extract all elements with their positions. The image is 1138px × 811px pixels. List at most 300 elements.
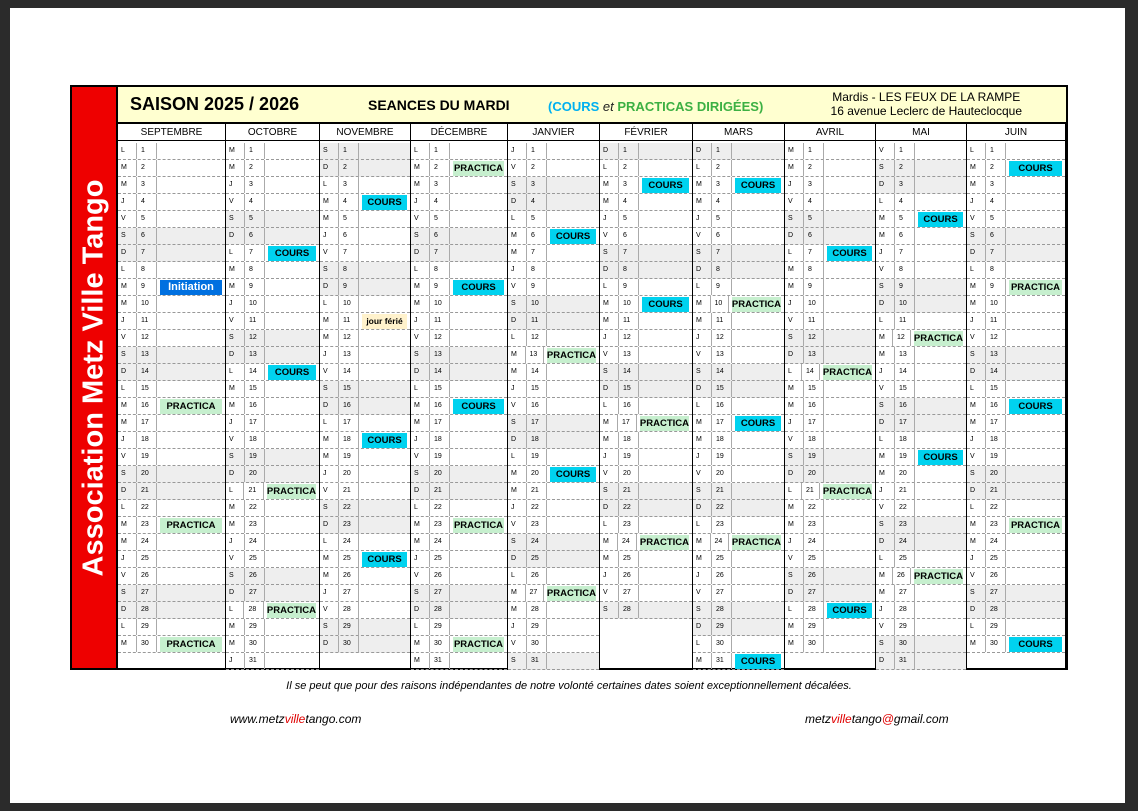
event-cell [639, 466, 692, 482]
event-cell [1006, 347, 1065, 363]
day-number: 9 [527, 279, 547, 295]
event-cell [359, 262, 410, 278]
weekday-letter: M [876, 568, 893, 584]
weekday-letter: M [411, 398, 430, 414]
day-number: 28 [137, 602, 157, 618]
day-number: 28 [244, 602, 263, 618]
event-cell [915, 228, 966, 244]
day-number: 2 [986, 160, 1006, 176]
event-cell [639, 602, 692, 618]
weekday-letter: V [226, 551, 245, 567]
event-cell [547, 143, 599, 159]
weekday-letter: L [226, 483, 244, 499]
event-cell [157, 364, 225, 380]
weekday-letter: V [226, 194, 245, 210]
day-row [967, 262, 1065, 279]
weekday-letter: L [693, 160, 712, 176]
day-number: 27 [339, 585, 359, 601]
weekday-letter: L [411, 381, 430, 397]
day-number: 10 [895, 296, 915, 312]
day-row [411, 585, 507, 602]
month-column [876, 124, 967, 668]
day-row [508, 483, 599, 500]
day-row [785, 568, 875, 585]
event-cell [1006, 177, 1065, 193]
event-cell [265, 177, 319, 193]
weekday-letter: L [876, 551, 895, 567]
event-cell [824, 398, 875, 414]
event-cell [915, 483, 966, 499]
day-number: 20 [339, 466, 359, 482]
day-row [320, 211, 410, 228]
day-number: 26 [804, 568, 824, 584]
day-row [600, 432, 692, 449]
weekday-letter: M [508, 245, 527, 261]
weekday-letter: M [411, 177, 430, 193]
weekday-letter: S [693, 245, 712, 261]
day-number: 26 [137, 568, 157, 584]
event-cell [450, 551, 507, 567]
day-number: 11 [895, 313, 915, 329]
day-row [693, 279, 784, 296]
event-cell [157, 534, 225, 550]
event-cell [265, 211, 319, 227]
weekday-letter: D [320, 279, 339, 295]
weekday-letter: S [600, 245, 619, 261]
event-cell [732, 211, 784, 227]
day-number: 28 [986, 602, 1006, 618]
event-cell [1006, 517, 1065, 533]
day-row [226, 194, 319, 211]
weekday-letter: M [118, 296, 137, 312]
weekday-letter: J [785, 415, 804, 431]
event-cell [824, 432, 875, 448]
day-row [226, 143, 319, 160]
day-row [320, 602, 410, 619]
event-cell [265, 194, 319, 210]
weekday-letter: V [411, 211, 430, 227]
day-number: 16 [804, 398, 824, 414]
day-number: 24 [618, 534, 637, 550]
weekday-letter: M [508, 347, 526, 363]
day-row [320, 449, 410, 466]
day-row [967, 619, 1065, 636]
weekday-letter: J [226, 296, 245, 312]
weekday-letter: J [411, 432, 430, 448]
weekday-letter: S [785, 449, 804, 465]
day-row [876, 228, 966, 245]
event-cell [547, 160, 599, 176]
weekday-letter: S [876, 517, 895, 533]
day-number: 3 [245, 177, 265, 193]
weekday-letter: M [411, 296, 430, 312]
day-number: 7 [430, 245, 450, 261]
day-number: 21 [339, 483, 359, 499]
day-row [785, 517, 875, 534]
weekday-letter: M [967, 160, 986, 176]
event-cell [157, 347, 225, 363]
weekday-letter: M [118, 398, 137, 414]
day-number: 15 [712, 381, 732, 397]
day-number: 23 [712, 517, 732, 533]
weekday-letter: M [967, 177, 986, 193]
website-part-1: www.metz [230, 712, 285, 726]
weekday-letter: S [876, 160, 895, 176]
day-number: 3 [527, 177, 547, 193]
event-cell [729, 296, 784, 312]
weekday-letter: V [967, 211, 986, 227]
day-number: 26 [339, 568, 359, 584]
weekday-letter: V [876, 381, 895, 397]
day-row [118, 279, 225, 296]
day-row [876, 636, 966, 653]
event-cell [265, 330, 319, 346]
event-cell [359, 228, 410, 244]
day-row [226, 619, 319, 636]
event-cell [157, 143, 225, 159]
day-row [693, 585, 784, 602]
event-cell [1006, 415, 1065, 431]
weekday-letter: L [600, 398, 619, 414]
day-number: 21 [895, 483, 915, 499]
weekday-letter: J [693, 330, 712, 346]
event-cell [157, 568, 225, 584]
event-cell [359, 466, 410, 482]
day-row [508, 568, 599, 585]
day-number: 4 [804, 194, 824, 210]
day-number: 6 [895, 228, 915, 244]
day-row [693, 245, 784, 262]
weekday-letter: S [600, 364, 619, 380]
weekday-letter: D [876, 177, 895, 193]
weekday-letter: L [320, 415, 339, 431]
event-cell [359, 347, 410, 363]
day-number: 7 [527, 245, 547, 261]
venue-address [831, 90, 1022, 118]
weekday-letter: J [967, 194, 986, 210]
day-row [693, 449, 784, 466]
day-number: 25 [339, 551, 359, 567]
day-row [693, 364, 784, 381]
day-row [411, 143, 507, 160]
day-row [411, 619, 507, 636]
day-row [785, 432, 875, 449]
day-row [508, 585, 599, 602]
weekday-letter: L [320, 177, 339, 193]
weekday-letter: M [320, 330, 339, 346]
day-number: 9 [619, 279, 639, 295]
weekday-letter: V [320, 245, 339, 261]
day-row [876, 500, 966, 517]
weekday-letter: M [876, 228, 895, 244]
event-cell [157, 177, 225, 193]
weekday-letter: L [967, 143, 986, 159]
event-cell [264, 602, 319, 618]
weekday-letter: V [411, 449, 430, 465]
day-row [508, 245, 599, 262]
day-row [118, 534, 225, 551]
weekday-letter: M [785, 517, 804, 533]
weekday-letter: J [693, 568, 712, 584]
day-number: 27 [619, 585, 639, 601]
day-number: 4 [339, 194, 359, 210]
weekday-letter: M [226, 160, 245, 176]
weekday-letter: V [785, 551, 804, 567]
event-cell [824, 517, 875, 533]
weekday-letter: V [967, 449, 986, 465]
initiation-badge: Initiation [160, 280, 222, 295]
day-row [693, 160, 784, 177]
day-number: 2 [527, 160, 547, 176]
day-row [876, 483, 966, 500]
day-number: 8 [986, 262, 1006, 278]
day-number: 12 [430, 330, 450, 346]
day-row [226, 228, 319, 245]
cours-badge: COURS [362, 433, 407, 448]
weekday-letter: M [118, 415, 137, 431]
weekday-letter: D [320, 636, 339, 652]
event-cell [824, 228, 875, 244]
event-cell [547, 296, 599, 312]
cours-badge: COURS [550, 229, 596, 244]
website-part-2: ville [284, 712, 306, 726]
event-cell [265, 551, 319, 567]
weekday-letter: L [508, 568, 527, 584]
event-cell [265, 381, 319, 397]
event-cell [265, 364, 319, 380]
weekday-letter: D [411, 364, 430, 380]
weekday-letter: L [118, 262, 137, 278]
event-cell [1006, 568, 1065, 584]
event-cell [359, 585, 410, 601]
email-link[interactable] [805, 712, 949, 726]
event-cell [915, 296, 966, 312]
day-row [411, 211, 507, 228]
event-cell [359, 279, 410, 295]
event-cell [359, 313, 410, 329]
day-row [600, 568, 692, 585]
weekday-letter: D [226, 585, 245, 601]
event-cell [824, 381, 875, 397]
practica-badge: PRACTICA [731, 537, 781, 548]
day-row [600, 228, 692, 245]
weekday-letter: M [600, 415, 618, 431]
event-cell [639, 245, 692, 261]
cours-badge: COURS [827, 246, 872, 261]
calendar-grid [118, 124, 1068, 670]
cours-badge: COURS [642, 297, 689, 312]
day-row [226, 500, 319, 517]
weekday-letter: M [226, 143, 245, 159]
event-cell [547, 415, 599, 431]
day-number: 11 [339, 313, 359, 329]
day-number: 26 [619, 568, 639, 584]
practica-badge: PRACTICA [1010, 282, 1061, 293]
weekday-letter: D [508, 432, 527, 448]
day-number: 29 [527, 619, 547, 635]
weekday-letter: S [876, 398, 895, 414]
day-number: 29 [895, 619, 915, 635]
day-number: 6 [527, 228, 547, 244]
event-cell [450, 568, 507, 584]
day-row [226, 313, 319, 330]
event-cell [450, 432, 507, 448]
event-cell [450, 143, 507, 159]
day-row [508, 160, 599, 177]
event-cell [265, 296, 319, 312]
weekday-letter: J [226, 534, 245, 550]
weekday-letter: V [118, 449, 137, 465]
weekday-letter: S [600, 602, 619, 618]
day-row [967, 364, 1065, 381]
weekday-letter: L [693, 517, 712, 533]
day-number: 28 [430, 602, 450, 618]
day-number: 18 [986, 432, 1006, 448]
website-link[interactable] [230, 712, 361, 726]
day-number: 27 [526, 585, 544, 601]
event-cell [157, 619, 225, 635]
weekday-letter: J [876, 602, 895, 618]
day-number: 16 [527, 398, 547, 414]
weekday-letter: J [876, 245, 895, 261]
day-number: 19 [245, 449, 265, 465]
day-row [600, 279, 692, 296]
day-number: 13 [137, 347, 157, 363]
weekday-letter: M [226, 619, 245, 635]
weekday-letter: D [411, 602, 430, 618]
weekday-letter: D [118, 245, 137, 261]
event-cell [637, 415, 692, 431]
weekday-letter: L [411, 143, 430, 159]
day-number: 1 [245, 143, 265, 159]
weekday-letter: S [693, 602, 712, 618]
day-row [411, 398, 507, 415]
day-row [693, 398, 784, 415]
weekday-letter: S [320, 500, 339, 516]
day-row [876, 262, 966, 279]
event-cell [157, 585, 225, 601]
weekday-letter: J [320, 466, 339, 482]
day-number: 23 [245, 517, 265, 533]
weekday-letter: J [226, 177, 245, 193]
weekday-letter: D [226, 228, 245, 244]
day-row [411, 296, 507, 313]
weekday-letter: M [785, 636, 804, 652]
day-row [508, 602, 599, 619]
event-cell [824, 330, 875, 346]
event-cell [824, 245, 875, 261]
day-number: 25 [619, 551, 639, 567]
event-cell [450, 211, 507, 227]
day-row [600, 177, 692, 194]
weekday-letter: L [785, 483, 802, 499]
weekday-letter: J [411, 313, 430, 329]
day-number: 11 [712, 313, 732, 329]
day-row [508, 313, 599, 330]
day-row [600, 602, 692, 619]
day-row [508, 364, 599, 381]
weekday-letter: V [508, 636, 527, 652]
day-number: 4 [245, 194, 265, 210]
weekday-letter: V [508, 160, 527, 176]
event-cell [639, 568, 692, 584]
day-row [785, 381, 875, 398]
day-row [785, 636, 875, 653]
event-cell [359, 483, 410, 499]
day-row [785, 449, 875, 466]
event-cell [820, 364, 875, 380]
day-number: 3 [339, 177, 359, 193]
event-cell [450, 602, 507, 618]
event-cell [1006, 143, 1065, 159]
day-row [600, 330, 692, 347]
day-row [118, 211, 225, 228]
weekday-letter: J [411, 551, 430, 567]
event-cell [359, 194, 410, 210]
day-row [411, 330, 507, 347]
cours-badge: COURS [735, 178, 781, 193]
day-number: 8 [245, 262, 265, 278]
weekday-letter: V [508, 517, 527, 533]
day-number: 28 [339, 602, 359, 618]
day-row [785, 296, 875, 313]
event-cell [824, 568, 875, 584]
day-number: 2 [712, 160, 732, 176]
weekday-letter: S [508, 296, 527, 312]
day-row [226, 296, 319, 313]
event-cell [1006, 262, 1065, 278]
day-row [226, 568, 319, 585]
day-row [226, 279, 319, 296]
event-cell [732, 449, 784, 465]
legend-practicas: PRACTICAS DIRIGÉES) [617, 99, 764, 114]
day-number: 19 [712, 449, 732, 465]
day-row [411, 347, 507, 364]
day-number: 19 [527, 449, 547, 465]
day-number: 23 [137, 517, 157, 533]
day-number: 4 [137, 194, 157, 210]
day-number: 2 [245, 160, 265, 176]
weekday-letter: J [508, 262, 527, 278]
event-cell [732, 160, 784, 176]
weekday-letter: V [967, 330, 986, 346]
cours-badge: COURS [827, 603, 872, 618]
weekday-letter: M [785, 160, 804, 176]
weekday-letter: D [876, 653, 895, 669]
weekday-letter: S [876, 636, 895, 652]
venue-line-1: Mardis - LES FEUX DE LA RAMPE [832, 90, 1021, 104]
weekday-letter: D [967, 245, 986, 261]
day-number: 27 [895, 585, 915, 601]
day-row [967, 449, 1065, 466]
day-row [876, 653, 966, 670]
day-number: 14 [619, 364, 639, 380]
day-number: 30 [245, 636, 265, 652]
event-cell [1006, 296, 1065, 312]
day-number: 27 [245, 585, 265, 601]
venue-line-2: 16 avenue Leclerc de Hauteclocque [830, 104, 1022, 118]
day-number: 11 [986, 313, 1006, 329]
event-cell [547, 517, 599, 533]
day-number: 24 [137, 534, 157, 550]
day-number: 11 [527, 313, 547, 329]
event-cell [915, 500, 966, 516]
day-number: 16 [245, 398, 265, 414]
event-cell [450, 177, 507, 193]
day-number: 7 [339, 245, 359, 261]
day-number: 13 [430, 347, 450, 363]
event-cell [450, 160, 507, 176]
